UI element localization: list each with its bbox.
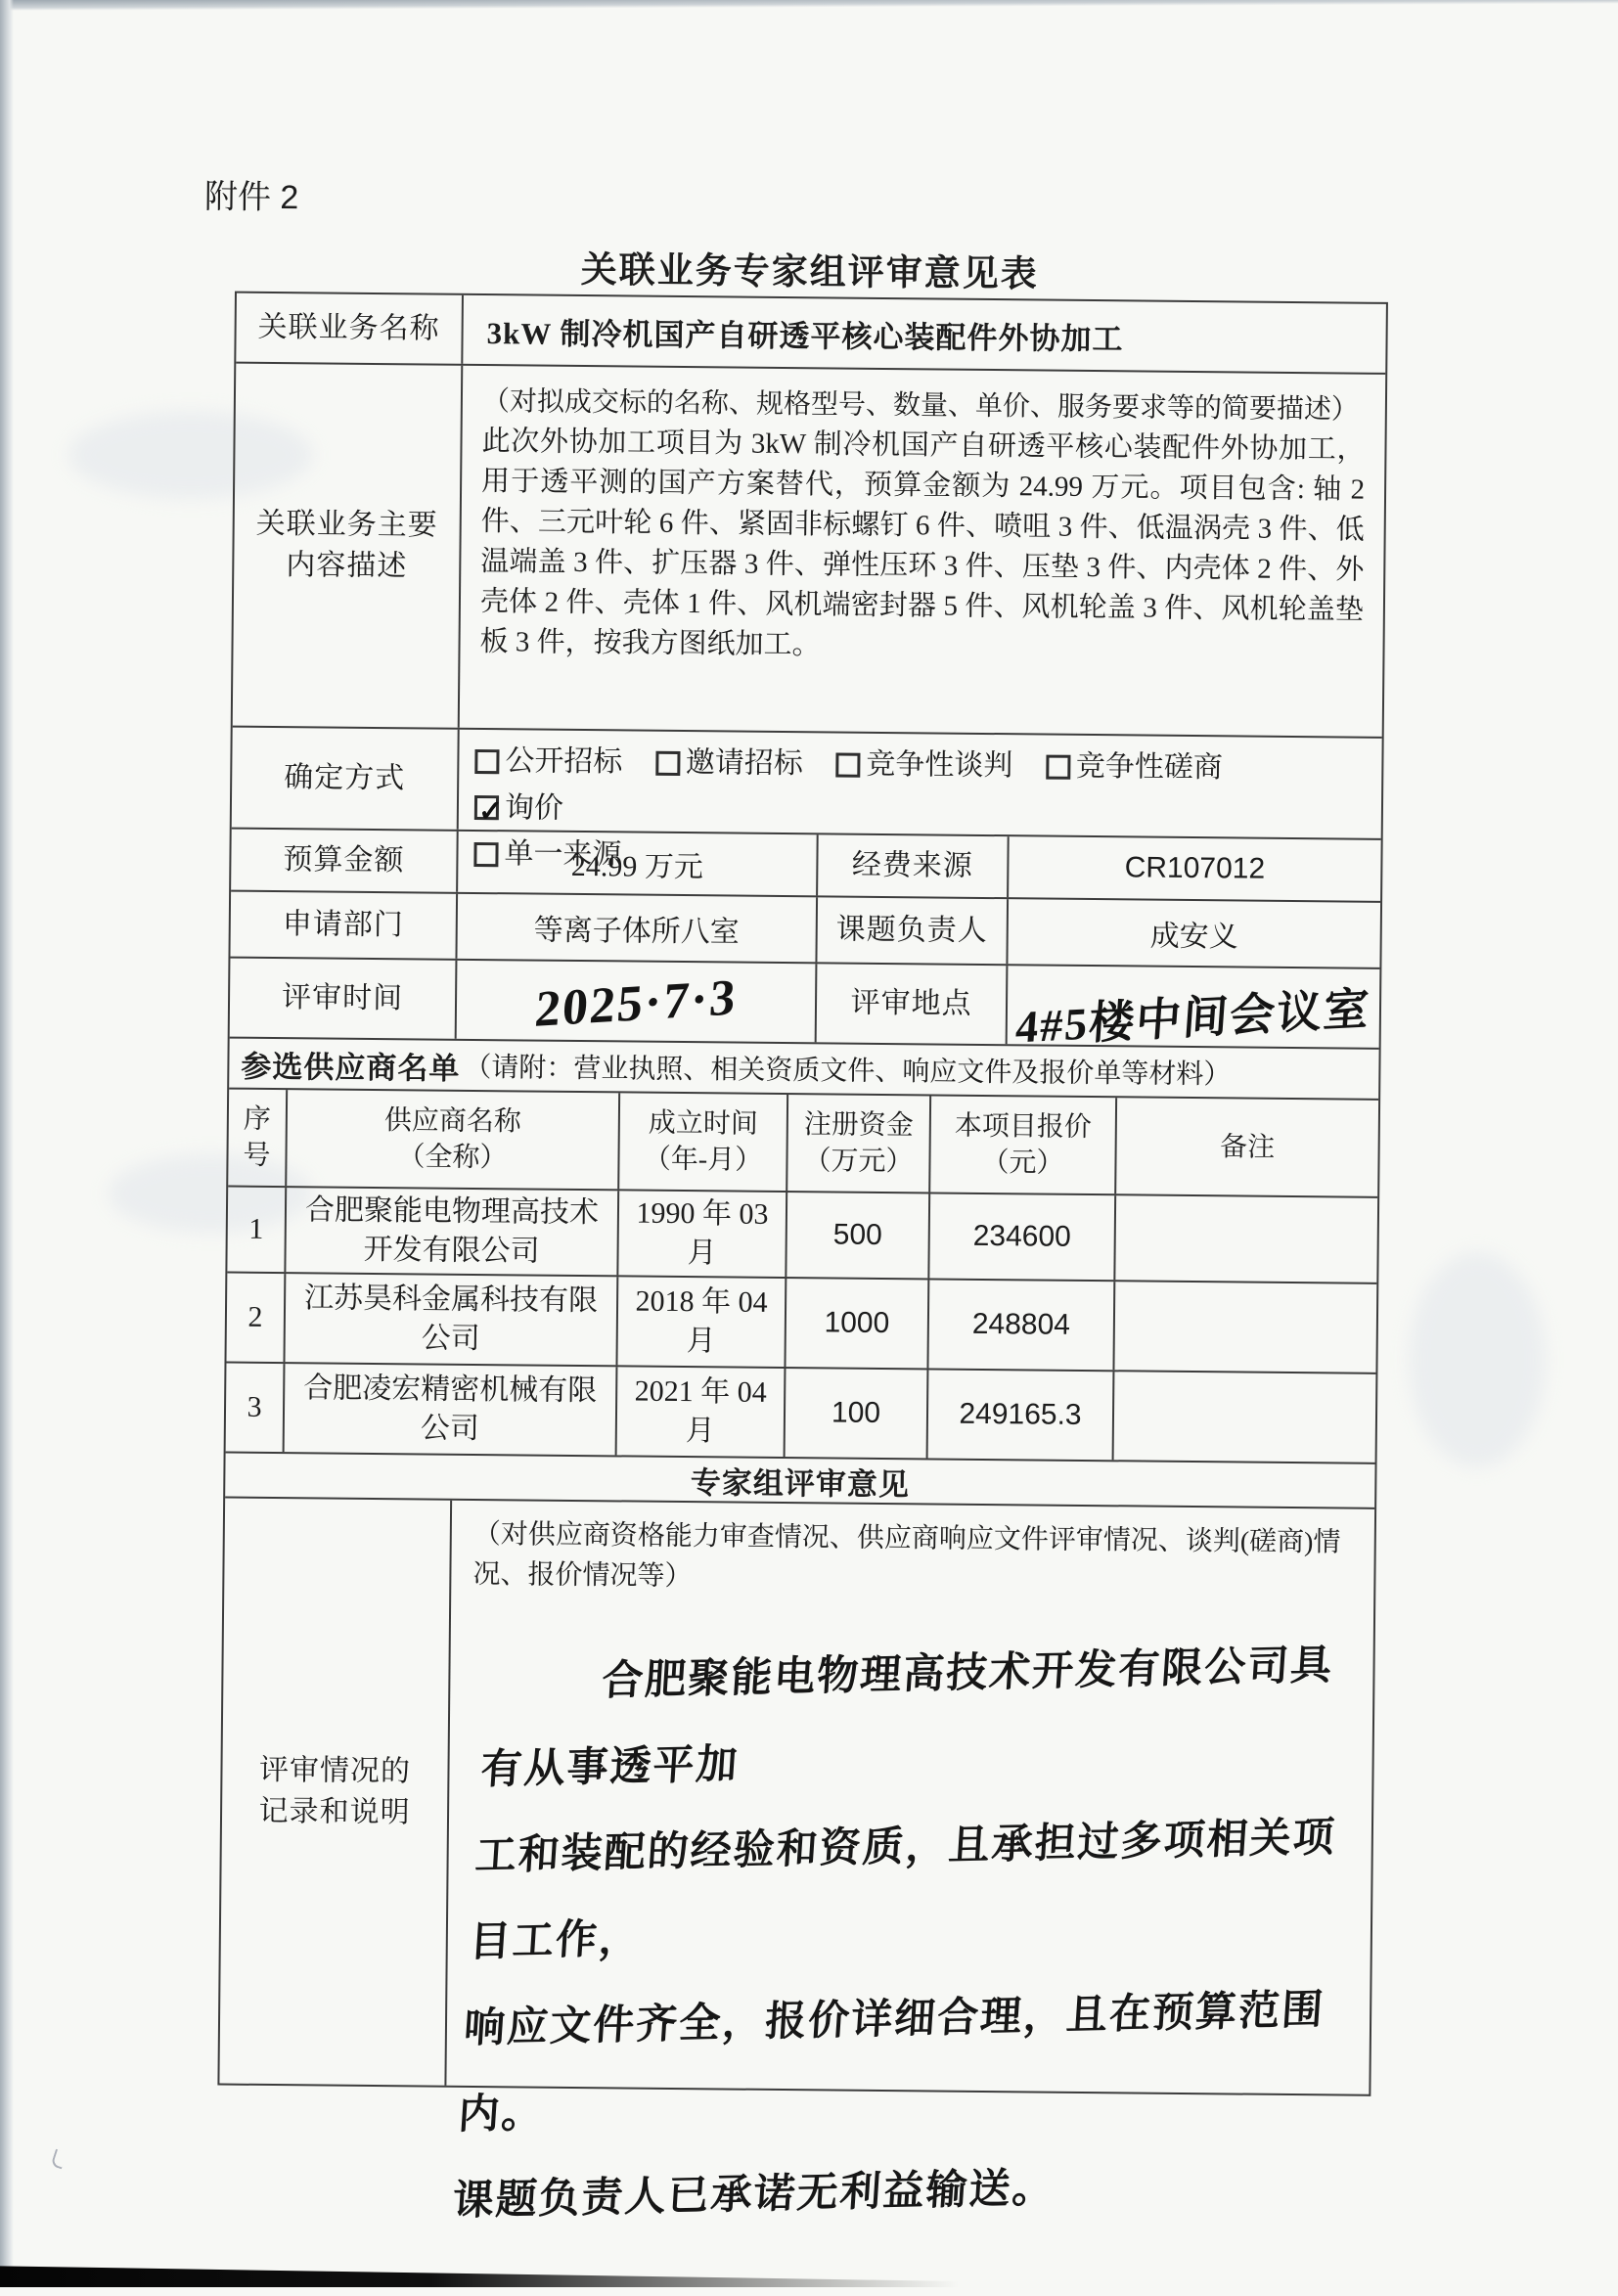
supplier-list-title: 参选供应商名单 [241, 1049, 461, 1086]
handwritten-line: 响应文件齐全，报价详细合理，且在预算范围内。 [456, 1987, 1326, 2138]
supplier-capital: 1000 [784, 1279, 927, 1368]
table-row [227, 1272, 1377, 1373]
column-header-no: 序 号 [243, 1103, 272, 1171]
option-competitive-consultation [1046, 745, 1223, 790]
supplier-founded: 2021 年 04 月 [615, 1367, 785, 1457]
budget-label: 预算金额 [283, 843, 405, 878]
supplier-capital: 500 [785, 1193, 928, 1278]
supplier-capital: 100 [784, 1369, 927, 1458]
handwritten-line: 合肥聚能电物理高技术开发有限公司具有从事透平加 [479, 1643, 1335, 1793]
column-header-founded: 成立时间 （年-月） [617, 1093, 787, 1191]
supplier-quote: 249165.3 [926, 1370, 1113, 1460]
supplier-quote: 234600 [927, 1193, 1114, 1280]
funding-label: 经费来源 [816, 834, 1008, 897]
supplier-name: 合肥聚能电物理高技术开发有限公司 [284, 1188, 617, 1275]
review-time-handwritten-value: 2025·7·3 [532, 968, 740, 1038]
table-row [227, 1186, 1377, 1283]
review-form-table [217, 292, 1388, 2225]
supplier-name: 合肥凌宏精密机械有限公司 [283, 1364, 616, 1455]
review-place-label: 评审地点 [815, 964, 1007, 1044]
checkbox-inquiry-icon [474, 795, 499, 820]
leader-label: 课题负责人 [815, 897, 1007, 964]
main-content-hint: （对拟成交标的名称、规格型号、数量、单价、服务要求等的简要描述） [481, 386, 1360, 426]
main-content-description: 此次外协加工项目为 3kW 制冷机国产自研透平核心装配件外协加工，用于透平测的国产方案替代，预算金额为 24.99 万元。项目包含: 轴 2 件、三元叶轮 6 件、紧固非标螺钉 6 件、喷咀 3 件、低温涡壳 3 件、低温端盖 3 件、扩压器 3 件、弹性压环 3 件、压垫 3 件、内壳体 2 件、外壳体 2 件、壳体 1 件、风机端密封器 5 件、风机轮盖 3 件、风机轮盖垫板 3 件，按我方图纸加工。 [479, 426, 1366, 661]
expert-opinion-title: 专家组评审意见 [690, 1464, 910, 1502]
column-header-name: 供应商名称 （全称） [285, 1090, 618, 1189]
option-single-source-label: 单一来源 [504, 837, 622, 872]
budget-value: 24.99 万元 [456, 832, 817, 896]
column-header-capital: 注册资金 （万元） [786, 1095, 929, 1192]
budget-row [231, 828, 1381, 901]
review-record-row [219, 1497, 1374, 2225]
business-name-row [236, 293, 1386, 373]
review-record-label: 评审情况的 记录和说明 [258, 1753, 412, 1829]
attachment-label: 附件 2 [203, 178, 299, 217]
checkbox-competitive-consultation-icon [1046, 754, 1070, 779]
main-content-row [233, 362, 1386, 737]
option-open-tender-label: 公开招标 [505, 744, 623, 779]
review-place-handwritten-value: 4#5楼中间会议室 [1013, 983, 1372, 1053]
supplier-remark [1112, 1372, 1376, 1463]
supplier-no: 2 [247, 1300, 263, 1333]
table-row [226, 1362, 1376, 1463]
column-header-remark: 备注 [1114, 1098, 1378, 1196]
option-competitive-consultation-label: 竞争性磋商 [1075, 749, 1224, 785]
option-inquiry [474, 786, 563, 830]
column-header-quote: 本项目报价 （元） [928, 1096, 1115, 1193]
business-name-value: 3kW 制冷机国产自研透平核心装配件外协加工 [461, 295, 1386, 373]
option-competitive-negotiation [835, 743, 1012, 788]
page-title: 关联业务专家组评审意见表 [580, 248, 1039, 294]
expert-opinion-hint: （对供应商资格能力审查情况、供应商响应文件评审情况、谈判(磋商)情况、报价情况等） [472, 1518, 1341, 1593]
supplier-name: 江苏昊科金属科技有限公司 [283, 1274, 616, 1365]
supplier-no: 3 [247, 1390, 262, 1423]
handwritten-line: 工和装配的经验和资质，且承担过多项相关项目工作， [468, 1815, 1338, 1966]
department-value: 等离子体所八室 [455, 894, 816, 963]
supplier-remark [1113, 1195, 1377, 1283]
funding-value: CR107012 [1007, 836, 1381, 901]
main-content-label: 关联业务主要 内容描述 [255, 507, 438, 583]
option-inquiry-label: 询价 [504, 790, 564, 825]
supplier-list-note: （请附：营业执照、相关资质文件、响应文件及报价单等材料） [464, 1052, 1232, 1091]
option-invited-tender-label: 邀请招标 [685, 746, 804, 781]
leader-value: 成安义 [1006, 899, 1380, 968]
option-competitive-negotiation-label: 竞争性谈判 [866, 747, 1013, 783]
department-row [230, 890, 1380, 968]
business-name-label: 关联业务名称 [257, 310, 440, 345]
supplier-header-row [228, 1088, 1378, 1196]
supplier-founded: 1990 年 03 月 [616, 1191, 786, 1277]
review-time-label: 评审时间 [281, 981, 404, 1015]
option-open-tender [474, 740, 622, 784]
department-label: 申请部门 [282, 908, 404, 942]
determination-label: 确定方式 [284, 761, 406, 795]
supplier-no: 1 [248, 1212, 264, 1245]
checkbox-invited-tender-icon [655, 750, 680, 775]
supplier-founded: 2018 年 04 月 [615, 1277, 785, 1367]
handwritten-line: 课题负责人已承诺无利益输送。 [451, 2166, 1057, 2225]
review-time-row [230, 957, 1380, 1053]
checkbox-open-tender-icon [474, 748, 499, 773]
supplier-remark [1112, 1282, 1376, 1373]
checkbox-competitive-negotiation-icon [835, 752, 860, 777]
option-invited-tender [655, 742, 803, 786]
handwritten-opinion [450, 1622, 1369, 2245]
supplier-quote: 248804 [926, 1280, 1113, 1370]
